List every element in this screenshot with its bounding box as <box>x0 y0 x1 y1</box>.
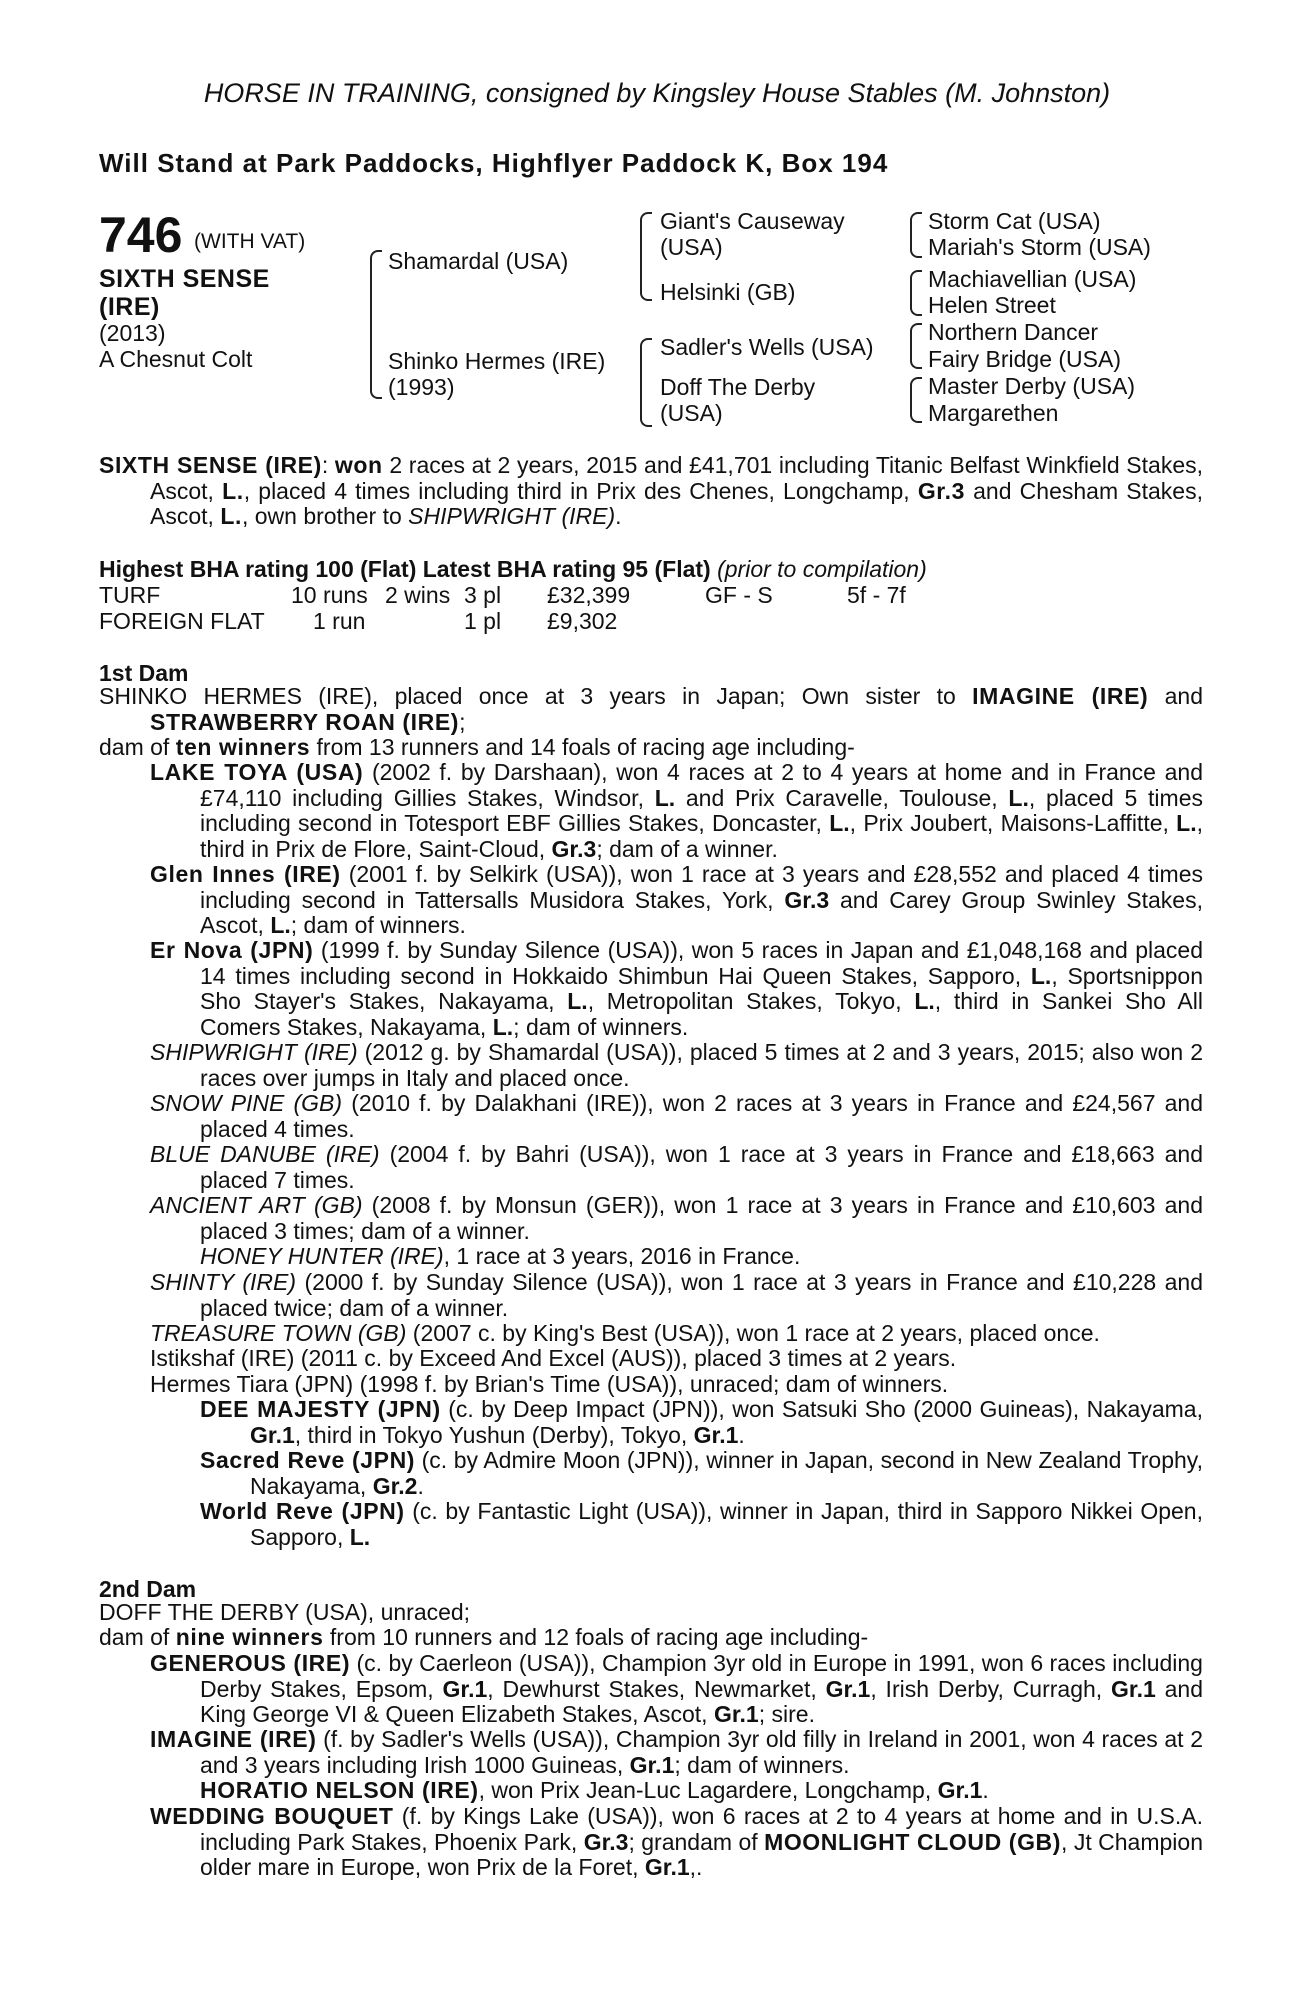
pedigree-g7: Master Derby (USA) <box>928 373 1136 399</box>
racing-summary: SIXTH SENSE (IRE): won 2 races at 2 years, 2015 and £41,701 including Titanic Belfast Winkfield Stakes, Ascot, L., placed 4 times including third in Prix des Chenes, Longchamp, Gr.3 and Chesham Stakes, Ascot, L., own brother to SHIPWRIGHT (IRE). <box>99 452 1204 529</box>
produce-entry: BLUE DANUBE (IRE) (2004 f. by Bahri (USA)), won 1 race at 3 years in France and £18,663 and placed 7 times. <box>150 1141 1203 1193</box>
horse-description: A Chesnut Colt <box>99 346 253 372</box>
stand-location: Will Stand at Park Paddocks, Highflyer Paddock K, Box 194 <box>99 148 889 178</box>
pedigree-sire: Shamardal (USA) <box>388 248 569 274</box>
pedigree-dam-dam-country: (USA) <box>660 400 723 426</box>
produce-entry: GENEROUS (IRE) (c. by Caerleon (USA)), Champion 3yr old in Europe in 1991, won 6 races including Derby Stakes, Epsom, Gr.1, Dewhurst Stakes, Newmarket, Gr.1, Irish Derby, Curragh, Gr.1 and King George VI & Queen Elizabeth Stakes, Ascot, Gr.1; sire. <box>150 1650 1204 1727</box>
first-dam-produce: dam of ten winners from 13 runners and 14 foals of racing age including- <box>99 734 855 760</box>
first-dam-heading: 1st Dam <box>99 660 189 686</box>
pedigree-g6: Fairy Bridge (USA) <box>928 346 1121 372</box>
pedigree-dam-sire: Sadler's Wells (USA) <box>660 334 874 360</box>
horse-name: SIXTH SENSE <box>99 265 270 293</box>
ratings-table: TURF 10 runs 2 wins 3 pl £32,399 GF - S 5f - 7f FOREIGN FLAT 1 run 1 pl £9,302 <box>99 582 906 634</box>
second-dam-heading: 2nd Dam <box>99 1576 197 1602</box>
produce-entry: DEE MAJESTY (JPN) (c. by Deep Impact (JPN)), won Satsuki Sho (2000 Guineas), Nakayama, Gr.1, third in Tokyo Yushun (Derby), Tokyo, Gr.1. <box>200 1396 1203 1448</box>
produce-entry: Istikshaf (IRE) (2011 c. by Exceed And Excel (AUS)), placed 3 times at 2 years. <box>150 1345 957 1371</box>
pedigree-dam-year: (1993) <box>388 374 455 400</box>
vat-label: (WITH VAT) <box>194 230 306 253</box>
pedigree-g3: Machiavellian (USA) <box>928 266 1137 292</box>
lot-number: 746 <box>99 207 183 263</box>
produce-entry: HONEY HUNTER (IRE), 1 race at 3 years, 2016 in France. <box>200 1243 801 1269</box>
second-dam-intro: DOFF THE DERBY (USA), unraced; <box>99 1599 471 1625</box>
produce-entry: Er Nova (JPN) (1999 f. by Sunday Silence (USA)), won 5 races in Japan and £1,048,168 and placed 14 times including second in Hokkaido Shimbun Hai Queen Stakes, Sapporo, L., Sportsnippon Sho Stayer's Stakes, Nakayama, L., Metropolitan Stakes, Tokyo, L., third in Sankei Sho All Comers Stakes, Nakayama, L.; dam of winners. <box>150 937 1203 1040</box>
summary-horse-name: SIXTH SENSE (IRE) <box>99 452 322 478</box>
produce-entry: WEDDING BOUQUET (f. by Kings Lake (USA)), won 6 races at 2 to 4 years at home and in U.S.A. including Park Stakes, Phoenix Park, Gr.3; grandam of MOONLIGHT CLOUD (GB), Jt Champion older mare in Europe, won Prix de la Foret, Gr.1,. <box>150 1803 1203 1880</box>
pedigree-g8: Margarethen <box>928 400 1059 426</box>
pedigree-g5: Northern Dancer <box>928 319 1099 345</box>
produce-entry: HORATIO NELSON (IRE), won Prix Jean-Luc Lagardere, Longchamp, Gr.1. <box>200 1777 989 1803</box>
produce-entry: TREASURE TOWN (GB) (2007 c. by King's Best (USA)), won 1 race at 2 years, placed once. <box>150 1320 1100 1346</box>
produce-entry: SNOW PINE (GB) (2010 f. by Dalakhani (IRE)), won 2 races at 3 years in France and £24,567 and placed 4 times. <box>150 1090 1203 1142</box>
produce-entry: ANCIENT ART (GB) (2008 f. by Monsun (GER)), won 1 race at 3 years in France and £10,603 and placed 3 times; dam of a winner. <box>150 1192 1203 1244</box>
pedigree-g2: Mariah's Storm (USA) <box>928 234 1151 260</box>
produce-entry: SHIPWRIGHT (IRE) (2012 g. by Shamardal (USA)), placed 5 times at 2 and 3 years, 2015; also won 2 races over jumps in Italy and placed once. <box>150 1039 1203 1091</box>
pedigree-bracket <box>640 212 652 301</box>
pedigree-dam: Shinko Hermes (IRE) <box>388 348 606 374</box>
produce-entry: SHINTY (IRE) (2000 f. by Sunday Silence (USA)), won 1 race at 3 years in France and £10,228 and placed twice; dam of a winner. <box>150 1269 1203 1321</box>
first-dam-intro: SHINKO HERMES (IRE), placed once at 3 years in Japan; Own sister to IMAGINE (IRE) and STRAWBERRY ROAN (IRE); <box>99 683 1204 735</box>
pedigree-bracket <box>910 270 922 316</box>
produce-entry: LAKE TOYA (USA) (2002 f. by Darshaan), won 4 races at 2 to 4 years at home and in France and £74,110 including Gillies Stakes, Windsor, L. and Prix Caravelle, Toulouse, L., placed 5 times including second in Totesport EBF Gillies Stakes, Doncaster, L., Prix Joubert, Maisons-Laffitte, L., third in Prix de Flore, Saint-Cloud, Gr.3; dam of a winner. <box>150 759 1203 862</box>
pedigree-g1: Storm Cat (USA) <box>928 208 1101 234</box>
pedigree-sire-sire-country: (USA) <box>660 234 723 260</box>
pedigree-dam-dam: Doff The Derby <box>660 374 816 400</box>
pedigree-bracket <box>370 250 382 399</box>
pedigree-bracket <box>910 377 922 423</box>
bha-rating: Highest BHA rating 100 (Flat) Latest BHA rating 95 (Flat) (prior to compilation) <box>99 556 927 582</box>
pedigree-bracket <box>640 338 652 427</box>
pedigree-bracket <box>910 212 922 258</box>
produce-entry: IMAGINE (IRE) (f. by Sadler's Wells (USA)), Champion 3yr old filly in Ireland in 2001, won 4 races at 2 and 3 years including Irish 1000 Guineas, Gr.1; dam of winners. <box>150 1726 1203 1778</box>
produce-entry: Hermes Tiara (JPN) (1998 f. by Brian's Time (USA)), unraced; dam of winners. <box>150 1371 949 1397</box>
horse-name-country: (IRE) <box>99 293 160 321</box>
produce-entry: World Reve (JPN) (c. by Fantastic Light (USA)), winner in Japan, third in Sapporo Nikkei Open, Sapporo, L. <box>200 1498 1203 1550</box>
foaling-year: (2013) <box>99 320 166 346</box>
second-dam-produce: dam of nine winners from 10 runners and 12 foals of racing age including- <box>99 1624 869 1650</box>
produce-entry: Sacred Reve (JPN) (c. by Admire Moon (JPN)), winner in Japan, second in New Zealand Trophy, Nakayama, Gr.2. <box>200 1447 1203 1499</box>
pedigree-g4: Helen Street <box>928 292 1056 318</box>
consignment-header: HORSE IN TRAINING, consigned by Kingsley House Stables (M. Johnston) <box>203 78 1111 108</box>
pedigree-sire-dam: Helsinki (GB) <box>660 279 796 305</box>
produce-entry: Glen Innes (IRE) (2001 f. by Selkirk (USA)), won 1 race at 3 years and £28,552 and placed 4 times including second in Tattersalls Musidora Stakes, York, Gr.3 and Carey Group Swinley Stakes, Ascot, L.; dam of winners. <box>150 861 1203 938</box>
pedigree-sire-sire: Giant's Causeway <box>660 208 845 234</box>
pedigree-bracket <box>910 323 922 369</box>
